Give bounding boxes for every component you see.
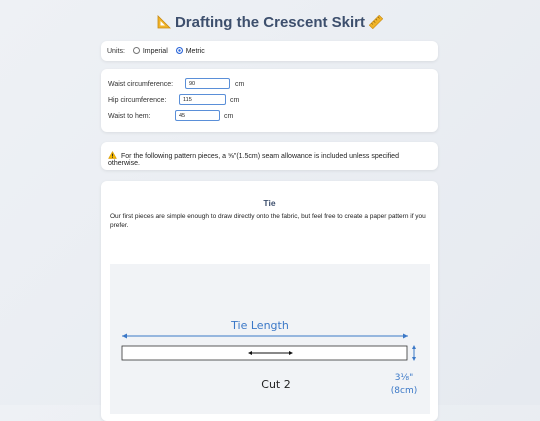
units-option-metric[interactable] — [176, 48, 205, 55]
width-label-metric: (8cm) — [390, 386, 418, 396]
waist-to-hem-unit: cm — [224, 113, 234, 120]
warning-icon — [108, 151, 118, 160]
waist-row — [108, 78, 431, 94]
units-option-imperial[interactable] — [133, 48, 170, 55]
metric-label: Metric — [185, 48, 205, 55]
units-card — [101, 41, 438, 61]
hip-unit: cm — [230, 97, 240, 104]
triangle-ruler-icon — [157, 14, 175, 31]
imperial-label: Imperial — [142, 48, 168, 55]
tie-length-label: Tie Length — [231, 319, 289, 332]
waist-unit: cm — [235, 81, 245, 88]
ruler-icon — [369, 14, 383, 31]
page-title — [0, 14, 540, 31]
metric-radio[interactable] — [176, 47, 183, 54]
hip-row — [108, 94, 431, 110]
hip-label: Hip circumference: — [108, 97, 167, 104]
imperial-radio[interactable] — [133, 47, 140, 54]
tie-description: Our first pieces are simple enough to draw directly onto the fabric, but feel free to create a paper pattern if you prefer. — [110, 213, 426, 229]
waist-to-hem-input[interactable]: 45 — [175, 110, 220, 121]
tie-heading: Tie — [263, 198, 276, 208]
notice-text: For the following pattern pieces, a ⅝"(1.5cm) seam allowance is included unless specified otherwise. — [108, 153, 399, 167]
seam-allowance-notice — [101, 142, 438, 170]
cut-label: Cut 2 — [261, 378, 291, 391]
waist-label: Waist circumference: — [108, 81, 174, 88]
tie-diagram — [110, 264, 430, 414]
waist-to-hem-label: Waist to hem: — [108, 113, 151, 120]
measurements-card — [101, 69, 438, 132]
units-label: Units: — [107, 48, 125, 55]
waist-input[interactable]: 90 — [185, 78, 230, 89]
waist-to-hem-row — [108, 110, 431, 126]
hip-input[interactable]: 115 — [179, 94, 226, 105]
tie-section — [101, 181, 438, 421]
page-title-text: Drafting the Crescent Skirt — [174, 14, 366, 31]
width-label-imperial: 3⅛" — [394, 373, 414, 383]
